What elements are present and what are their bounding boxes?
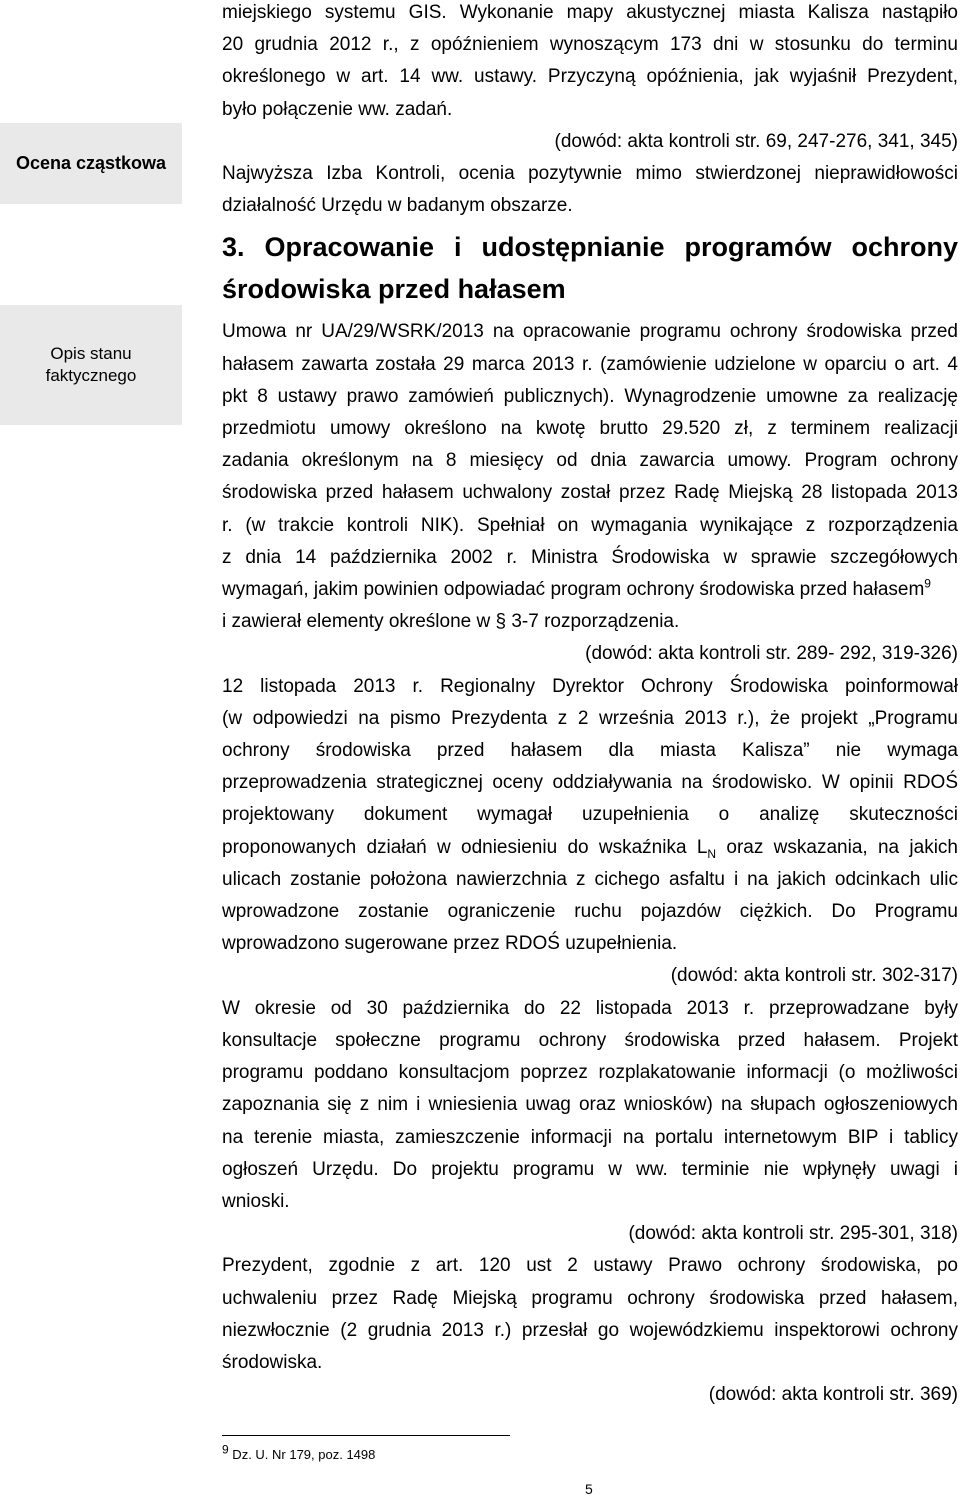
text-line: Umowa nr UA/29/WSRK/2013 na opracowanie programu ochrony środowiska przed [222,321,958,343]
text-line: środowiska przed hałasem uchwalony został przez Radę Miejską 28 listopada 2013 [222,482,958,504]
intro-paragraph [222,0,958,222]
text-line: niezwłocznie (2 grudnia 2013 r.) przesłał go wojewódzkiemu inspektorowi ochrony [222,1319,958,1341]
sidebar-opis-label: Opis stanu faktycznego [45,344,137,385]
paragraph-consultations [222,993,958,1251]
text-line: i zawierał elementy określone w § 3-7 rozporządzenia. [222,611,680,633]
text-line: Prezydent, zgodnie z art. 120 ust 2 ustawy Prawo ochrony środowiska, po [222,1255,958,1277]
evidence-reference: (dowód: akta kontroli str. 302-317) [670,965,958,987]
text-line: określonego w art. 14 ww. ustawy. Przyczyną opóźnienia, jak wyjaśnił Prezydent, [222,66,958,88]
text-line: miejskiego systemu GIS. Wykonanie mapy akustycznej miasta Kalisza nastąpiło [222,2,958,23]
text-line: zadania określonym na 8 miesięcy od dnia zawarcia umowy. Program ochrony [222,450,958,472]
text-line: przedmiotu umowy określono na kwotę brutto 29.520 zł, z terminem realizacji [222,418,958,440]
text-line: środowiska. [222,1351,323,1373]
text-line: (w odpowiedzi na pismo Prezydenta z 2 września 2013 r.), że projekt „Programu [222,707,958,729]
text-line: pkt 8 ustawy prawo zamówień publicznych). Wynagrodzenie umowne za realizację [222,385,958,407]
heading-line: środowiska przed hałasem [222,274,566,305]
sidebar-opis-stanu [0,305,182,425]
text-line: na terenie miasta, zamieszczenie informacji na portalu internetowym BIP i tablicy [222,1126,958,1148]
section-heading [222,226,958,310]
text-line: ochrony środowiska przed hałasem dla miasta Kalisza” nie wymaga [222,740,958,762]
text-line: wprowadzono sugerowane przez RDOŚ uzupełnienia. [222,933,678,955]
text-line: programu poddano konsultacjom poprzez rozplakatowanie informacji (o możliwości [222,1062,958,1084]
text-line: z dnia 14 października 2002 r. Ministra Środowiska w sprawie szczegółowych [222,546,958,568]
text-line: hałasem zawarta została 29 marca 2013 r. (zamówienie udzielone w oparciu o art. 4 [222,353,958,375]
evidence-reference: (dowód: akta kontroli str. 289- 292, 319-326) [585,643,958,665]
text-line: 12 listopada 2013 r. Regionalny Dyrektor Ochrony Środowiska poinformował [222,675,958,697]
text-line: W okresie od 30 października do 22 listopada 2013 r. przeprowadzane były [222,997,958,1019]
paragraph-rdos [222,671,958,993]
footnote-separator [222,1435,510,1436]
text-line: proponowanych działań w odniesieniu do wskaźnika $L_N$ oraz wskazania, na jakich [222,836,958,861]
text-line: konsultacje społeczne programu ochrony środowiska przed hałasem. Projekt [222,1029,958,1051]
text-line: ogłoszeń Urzędu. Do projektu programu w ww. terminie nie wpłynęły uwagi i [222,1158,958,1180]
sidebar-ocena-label: Ocena cząstkowa [15,153,167,173]
evidence-reference: (dowód: akta kontroli str. 295-301, 318) [628,1223,958,1245]
text-line: zapoznania się z nim i wniesienia uwag oraz wniosków) na słupach ogłoszeniowych [222,1094,958,1116]
heading-line: 3. Opracowanie i udostępnianie programów ochrony [222,232,958,263]
paragraph-contract [222,316,958,670]
footnote [222,1442,376,1462]
page-number: 5 [585,1481,593,1497]
sidebar-ocena-czastkowa [0,123,182,204]
evidence-reference: (dowód: akta kontroli str. 69, 247-276, 341, 345) [554,130,958,152]
paragraph-president [222,1250,958,1411]
text-line: było połączenie ww. zadań. [222,98,453,120]
text-line: projektowany dokument wymagał uzupełnienia o analizę skuteczności [222,804,958,826]
text-line: wprowadzone zostanie ograniczenie ruchu pojazdów ciężkich. Do Programu [222,901,958,923]
footnote-mark: 9 [924,576,931,591]
footnote-mark: 9 [222,1442,229,1457]
document-body [222,0,958,1411]
text-line: działalność Urzędu w badanym obszarze. [222,195,573,217]
footnote-text: Dz. U. Nr 179, poz. 1498 [228,1447,376,1462]
text-line: Najwyższa Izba Kontroli, ocenia pozytywnie mimo stwierdzonej nieprawidłowości [222,163,958,185]
text-line: wymagań, jakim powinien odpowiadać program ochrony środowiska przed hałasem$^9$ [222,576,931,601]
text-line: uchwaleniu przez Radę Miejską programu ochrony środowiska przed hałasem, [222,1287,958,1309]
text-line: przeprowadzenia strategicznej oceny oddziaływania na środowisko. W opinii RDOŚ [222,772,958,794]
text-line: ulicach zostanie położona nawierzchnia z cichego asfaltu i na jakich odcinkach ulic [222,868,958,890]
text-line: 20 grudnia 2012 r., z opóźnieniem wynoszącym 173 dni w stosunku do terminu [222,34,958,56]
text-line: wnioski. [222,1190,290,1212]
subscript: N [707,846,717,861]
text-line: r. (w trakcie kontroli NIK). Spełniał on wymagania wynikające z rozporządzenia [222,514,958,536]
evidence-reference: (dowód: akta kontroli str. 369) [708,1384,958,1406]
